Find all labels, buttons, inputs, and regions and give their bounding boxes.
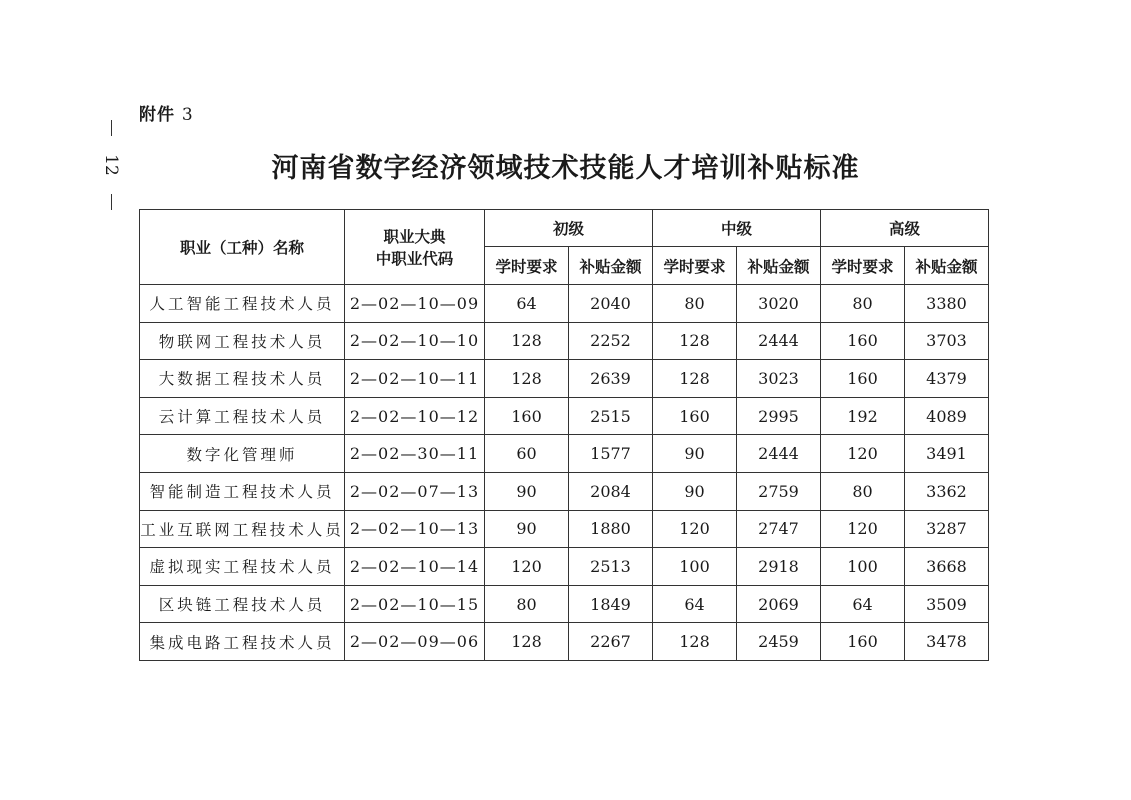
hours-cell: 160 <box>821 322 905 360</box>
occupation-code-cell: 2—02—10—14 <box>345 548 485 586</box>
hours-cell: 90 <box>653 472 737 510</box>
amount-cell: 3478 <box>905 623 989 661</box>
hours-cell: 128 <box>485 322 569 360</box>
amount-cell: 3491 <box>905 435 989 473</box>
hours-cell: 64 <box>653 585 737 623</box>
hours-cell: 64 <box>821 585 905 623</box>
amount-cell: 2252 <box>569 322 653 360</box>
header-amount: 补贴金额 <box>737 247 821 285</box>
hours-cell: 192 <box>821 397 905 435</box>
amount-cell: 2747 <box>737 510 821 548</box>
hours-cell: 90 <box>485 510 569 548</box>
header-occupation-code <box>345 210 485 285</box>
amount-cell: 2084 <box>569 472 653 510</box>
header-hours: 学时要求 <box>653 247 737 285</box>
occupation-name-cell: 区块链工程技术人员 <box>140 585 345 623</box>
table-row <box>140 397 989 435</box>
hours-cell: 160 <box>485 397 569 435</box>
amount-cell: 2267 <box>569 623 653 661</box>
hours-cell: 100 <box>653 548 737 586</box>
amount-cell: 4379 <box>905 360 989 398</box>
header-level-junior: 初级 <box>485 210 653 247</box>
header-code-line2: 中职业代码 <box>375 250 454 268</box>
occupation-name-cell: 人工智能工程技术人员 <box>140 285 345 323</box>
occupation-name-cell: 集成电路工程技术人员 <box>140 623 345 661</box>
annex-number: 3 <box>181 105 194 125</box>
header-code-line1: 职业大典 <box>383 228 446 246</box>
occupation-code-cell: 2—02—10—10 <box>345 322 485 360</box>
amount-cell: 3023 <box>737 360 821 398</box>
table-row <box>140 285 989 323</box>
amount-cell: 2444 <box>737 435 821 473</box>
amount-cell: 2069 <box>737 585 821 623</box>
occupation-code-cell: 2—02—10—13 <box>345 510 485 548</box>
amount-cell: 3020 <box>737 285 821 323</box>
amount-cell: 1577 <box>569 435 653 473</box>
annex-text: 附件 <box>139 105 175 125</box>
amount-cell: 4089 <box>905 397 989 435</box>
hours-cell: 128 <box>485 360 569 398</box>
occupation-code-cell: 2—02—10—09 <box>345 285 485 323</box>
amount-cell: 3287 <box>905 510 989 548</box>
table-row <box>140 360 989 398</box>
header-hours: 学时要求 <box>821 247 905 285</box>
hours-cell: 80 <box>821 472 905 510</box>
hours-cell: 120 <box>485 548 569 586</box>
amount-cell: 3362 <box>905 472 989 510</box>
hours-cell: 160 <box>821 360 905 398</box>
header-level-intermediate: 中级 <box>653 210 821 247</box>
page-number: 12 <box>100 154 121 176</box>
hours-cell: 120 <box>653 510 737 548</box>
hours-cell: 80 <box>485 585 569 623</box>
header-level-senior: 高级 <box>821 210 989 247</box>
header-row-levels <box>140 210 989 247</box>
hours-cell: 128 <box>653 623 737 661</box>
occupation-name-cell: 工业互联网工程技术人员 <box>140 510 345 548</box>
header-amount: 补贴金额 <box>905 247 989 285</box>
occupation-name-cell: 物联网工程技术人员 <box>140 322 345 360</box>
hours-cell: 64 <box>485 285 569 323</box>
hours-cell: 80 <box>653 285 737 323</box>
occupation-name-cell: 数字化管理师 <box>140 435 345 473</box>
amount-cell: 2515 <box>569 397 653 435</box>
amount-cell: 1880 <box>569 510 653 548</box>
hours-cell: 90 <box>485 472 569 510</box>
amount-cell: 2918 <box>737 548 821 586</box>
document-title: 河南省数字经济领域技术技能人才培训补贴标准 <box>271 153 860 184</box>
amount-cell: 2040 <box>569 285 653 323</box>
annex-label <box>139 100 194 125</box>
amount-cell: 3668 <box>905 548 989 586</box>
occupation-name-cell: 虚拟现实工程技术人员 <box>140 548 345 586</box>
hours-cell: 120 <box>821 435 905 473</box>
table-row <box>140 623 989 661</box>
hours-cell: 128 <box>653 360 737 398</box>
occupation-code-cell: 2—02—10—11 <box>345 360 485 398</box>
amount-cell: 2513 <box>569 548 653 586</box>
amount-cell: 3703 <box>905 322 989 360</box>
page-number-dash-bottom <box>111 194 112 210</box>
occupation-code-cell: 2—02—09—06 <box>345 623 485 661</box>
occupation-name-cell: 智能制造工程技术人员 <box>140 472 345 510</box>
header-amount: 补贴金额 <box>569 247 653 285</box>
hours-cell: 80 <box>821 285 905 323</box>
table-row <box>140 548 989 586</box>
amount-cell: 2639 <box>569 360 653 398</box>
occupation-code-cell: 2—02—07—13 <box>345 472 485 510</box>
amount-cell: 2459 <box>737 623 821 661</box>
amount-cell: 3380 <box>905 285 989 323</box>
occupation-code-cell: 2—02—10—15 <box>345 585 485 623</box>
amount-cell: 1849 <box>569 585 653 623</box>
hours-cell: 160 <box>821 623 905 661</box>
hours-cell: 60 <box>485 435 569 473</box>
hours-cell: 128 <box>653 322 737 360</box>
amount-cell: 2444 <box>737 322 821 360</box>
hours-cell: 100 <box>821 548 905 586</box>
hours-cell: 160 <box>653 397 737 435</box>
occupation-name-cell: 云计算工程技术人员 <box>140 397 345 435</box>
hours-cell: 120 <box>821 510 905 548</box>
amount-cell: 2995 <box>737 397 821 435</box>
header-occupation-name: 职业（工种）名称 <box>140 210 345 285</box>
table-row <box>140 472 989 510</box>
hours-cell: 90 <box>653 435 737 473</box>
hours-cell: 128 <box>485 623 569 661</box>
occupation-name-cell: 大数据工程技术人员 <box>140 360 345 398</box>
occupation-code-cell: 2—02—10—12 <box>345 397 485 435</box>
subsidy-table <box>139 209 989 661</box>
table-row <box>140 585 989 623</box>
table-row <box>140 435 989 473</box>
amount-cell: 2759 <box>737 472 821 510</box>
table-row <box>140 322 989 360</box>
occupation-code-cell: 2—02—30—11 <box>345 435 485 473</box>
amount-cell: 3509 <box>905 585 989 623</box>
table-row <box>140 510 989 548</box>
header-hours: 学时要求 <box>485 247 569 285</box>
page-number-dash-top <box>111 120 112 136</box>
